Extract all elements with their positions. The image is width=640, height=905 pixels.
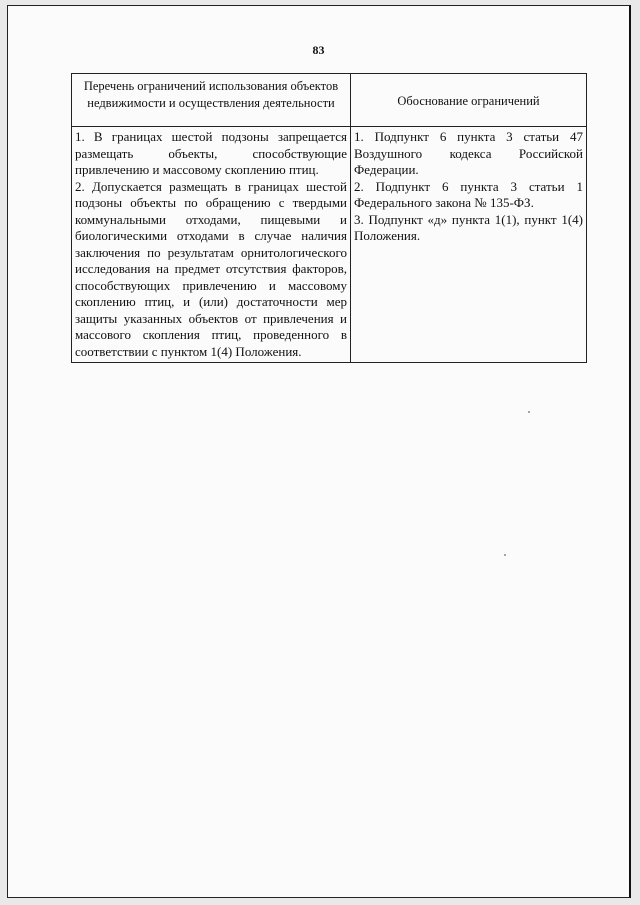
justification-item-2: 2. Подпункт 6 пункта 3 статьи 1 Федерального закона № 135-ФЗ. bbox=[354, 178, 583, 210]
restriction-item-2: 2. Допускается размещать в границах шестой подзоны объекты по обращению с твердыми коммунальными отходами, пищевыми и биологическими отходами в случае наличия заключения по результатам орнитологического исследования на предмет отсутствия факторов, способствующих привлечению и массовому скоплению птиц, и (или) достаточности мер защиты указанных объектов от привлечения и массового скопления птиц, проведенного в соответствии с пунктом 1(4) Положения. bbox=[75, 178, 347, 359]
restrictions-cell bbox=[72, 127, 351, 363]
scan-speck bbox=[528, 411, 530, 413]
document-page bbox=[7, 5, 631, 898]
page-number: 83 bbox=[312, 43, 325, 57]
table-row bbox=[72, 127, 587, 363]
justification-item-3: 3. Подпункт «д» пункта 1(1), пункт 1(4) Положения. bbox=[354, 211, 583, 243]
table-header-row bbox=[72, 74, 587, 127]
scan-speck bbox=[504, 554, 506, 556]
header-justification: Обоснование ограничений bbox=[351, 74, 587, 127]
restrictions-table bbox=[71, 73, 587, 363]
justification-cell bbox=[351, 127, 587, 363]
restriction-item-1: 1. В границах шестой подзоны запрещается размещать объекты, способствующие привлечению и массовому скоплению птиц. bbox=[75, 129, 347, 177]
justification-item-1: 1. Подпункт 6 пункта 3 статьи 47 Воздушного кодекса Российской Федерации. bbox=[354, 129, 583, 177]
header-restrictions-list: Перечень ограничений использования объектов недвижимости и осуществления деятельности bbox=[72, 74, 351, 127]
